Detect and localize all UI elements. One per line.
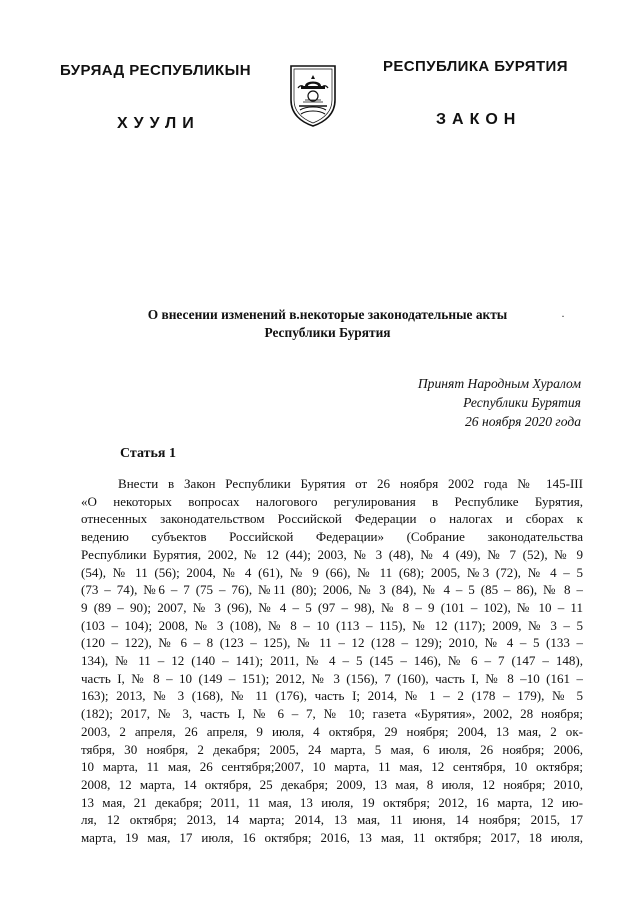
republic-name-russian: РЕСПУБЛИКА БУРЯТИЯ: [383, 58, 568, 75]
body-line: 13 мая, 21 декабря; 2011, 11 мая, 13 июля, 19 октября; 2012, 16 марта, 12 ию-: [81, 794, 583, 810]
body-line: ля, 12 октября; 2013, 14 марта; 2014, 13 мая, 11 июня, 14 ноября; 2015, 17: [81, 812, 583, 828]
body-line: 2003, 2 апреля, 26 апреля, 9 июля, 4 октября, 29 ноября; 2004, 13 мая, 2 ок-: [81, 723, 583, 739]
doc-type-buryat: ХУУЛИ: [117, 115, 200, 132]
adoption-line-1: Принят Народным Хуралом: [417, 376, 581, 391]
body-line: 134), № 11 – 12 (140 – 141); 2011, № 4 – 5 (145 – 146), № 6 – 7 (147 – 148),: [81, 653, 583, 669]
body-line: часть I, № 8 – 10 (149 – 151); 2012, № 3 (156), 7 (160), часть I, № 8 –10 (161 –: [81, 670, 583, 686]
body-line: Внести в Закон Республики Бурятия от 26 ноября 2002 года № 145-III: [118, 476, 583, 491]
body-line: «О некоторых вопросах налогового регулирования в Республике Бурятия,: [81, 493, 583, 509]
law-title-line-1: О внесении изменений в.некоторые законодательные акты: [147, 307, 508, 322]
article-heading: Статья 1: [120, 446, 176, 461]
body-line: (73 – 74), №6 – 7 (75 – 76), №11 (80); 2006, № 3 (84), № 4 – 5 (85 – 86), № 8 –: [81, 582, 583, 598]
law-title: [90, 306, 565, 342]
adoption-date: 26 ноября 2020 года: [464, 414, 581, 429]
body-line: (103 – 104); 2008, № 3 (108), № 8 – 10 (113 – 115), № 12 (117); 2009, № 3 – 5: [81, 617, 583, 633]
coat-of-arms-icon: [287, 62, 339, 128]
stray-mark: ·: [561, 309, 565, 323]
body-line: Республики Бурятия, 2002, № 12 (44); 2003, № 3 (48), № 4 (49), № 7 (52), № 9: [81, 546, 583, 562]
republic-name-buryat: БУРЯАД РЕСПУБЛИКЫН: [60, 62, 251, 79]
adoption-line-2: Республики Бурятия: [463, 395, 581, 410]
body-line: ведению субъектов Российской Федерации» (Собрание законодательства: [81, 529, 583, 545]
law-title-line-2: Республики Бурятия: [264, 325, 391, 340]
article-body: [81, 475, 583, 847]
body-line: (182); 2017, № 3, часть I, № 6 – 7, № 10; газета «Бурятия», 2002, 28 ноября;: [81, 706, 583, 722]
body-line: 163); 2013, № 3 (168), № 11 (176), часть I; 2014, № 1 – 2 (178 – 179), № 5: [81, 688, 583, 704]
adoption-note: [418, 374, 581, 431]
body-line: (120 – 122), № 6 – 8 (123 – 125), № 11 – 12 (128 – 129); 2010, № 4 – 5 (133 –: [81, 635, 583, 651]
body-line: 2008, 12 марта, 14 октября, 25 декабря; 2009, 13 мая, 8 июля, 12 ноября; 2010,: [81, 776, 583, 792]
doc-type-russian: ЗАКОН: [436, 111, 522, 128]
body-line: марта, 19 мая, 17 июля, 16 октября; 2016, 13 мая, 11 октября; 2017, 18 июля,: [81, 830, 583, 846]
body-line: (54), № 11 (56); 2004, № 4 (61), № 9 (66), № 11 (68); 2005, №3 (72), № 4 – 5: [81, 564, 583, 580]
body-line: 9 (89 – 90); 2007, № 3 (96), № 4 – 5 (97 – 98), № 8 – 9 (101 – 102), № 10 – 11: [81, 599, 583, 615]
body-line: тября, 30 ноября, 2 декабря; 2005, 24 марта, 5 мая, 6 июля, 26 ноября; 2006,: [81, 741, 583, 757]
body-line: 10 марта, 11 мая, 26 сентября;2007, 10 марта, 11 мая, 12 сентября, 10 октября;: [81, 759, 583, 775]
body-line: отнесенных законодательством Российской Федерации о налогах и сборах к: [81, 511, 583, 527]
